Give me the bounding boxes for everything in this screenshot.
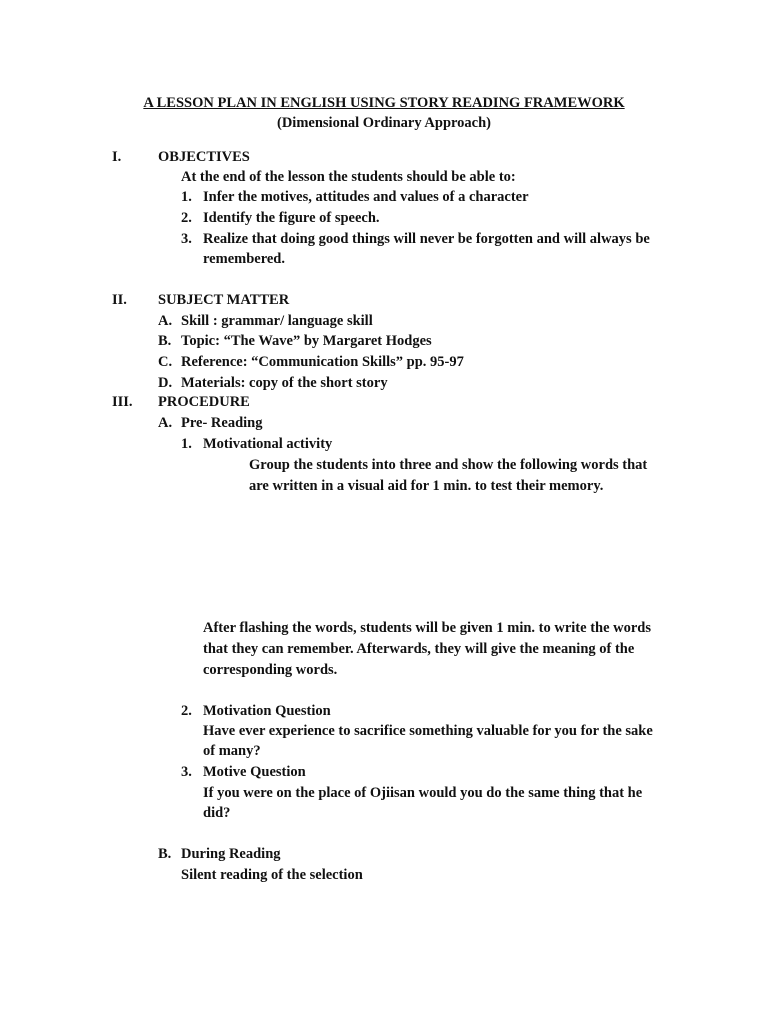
after-flashing-text: corresponding words.	[203, 662, 338, 678]
objective-text: Realize that doing good things will never be forgotten and will always be	[203, 231, 650, 247]
subject-marker: A.	[158, 313, 173, 329]
objective-marker: 1.	[181, 189, 192, 205]
subject-marker: D.	[158, 375, 173, 391]
page-title: A LESSON PLAN IN ENGLISH USING STORY READING FRAMEWORK	[143, 95, 625, 111]
subject-topic: Topic: “The Wave” by Margaret Hodges	[181, 333, 432, 349]
motivation-question-marker: 2.	[181, 703, 192, 719]
motive-question-text: did?	[203, 805, 231, 821]
motivational-activity-text: are written in a visual aid for 1 min. to test their memory.	[249, 478, 604, 494]
after-flashing-text: that they can remember. Afterwards, they will give the meaning of the	[203, 641, 635, 657]
motivational-activity-marker: 1.	[181, 436, 192, 452]
during-reading-marker: B.	[158, 846, 172, 862]
subject-marker: B.	[158, 333, 172, 349]
subject-reference: Reference: “Communication Skills” pp. 95-97	[181, 354, 464, 370]
subject-skill: Skill : grammar/ language skill	[181, 313, 373, 329]
section-heading-subject-matter: SUBJECT MATTER	[158, 292, 290, 308]
objective-text-continued: remembered.	[203, 251, 286, 267]
motive-question-text: If you were on the place of Ojiisan would you do the same thing that he	[203, 785, 643, 801]
motive-question-marker: 3.	[181, 764, 192, 780]
motive-question-label: Motive Question	[203, 764, 306, 780]
section-numeral-objectives: I.	[112, 149, 122, 165]
during-reading-label: During Reading	[181, 846, 281, 862]
section-heading-procedure: PROCEDURE	[158, 394, 250, 410]
page-subtitle: (Dimensional Ordinary Approach)	[276, 115, 492, 131]
pre-reading-marker: A.	[158, 415, 173, 431]
subject-materials: Materials: copy of the short story	[181, 375, 388, 391]
section-heading-objectives: OBJECTIVES	[158, 149, 250, 165]
motivation-question-label: Motivation Question	[203, 703, 331, 719]
during-reading-text: Silent reading of the selection	[181, 867, 363, 883]
objective-marker: 2.	[181, 210, 192, 226]
after-flashing-text: After flashing the words, students will be given 1 min. to write the words	[203, 620, 652, 636]
motivation-question-text: of many?	[203, 743, 261, 759]
motivational-activity-label: Motivational activity	[203, 436, 333, 452]
motivational-activity-text: Group the students into three and show the following words that	[249, 457, 648, 473]
section-numeral-procedure: III.	[112, 394, 133, 410]
motivation-question-text: Have ever experience to sacrifice something valuable for you for the sake	[203, 723, 653, 739]
pre-reading-label: Pre- Reading	[181, 415, 263, 431]
objective-text: Identify the figure of speech.	[203, 210, 380, 226]
section-numeral-subject-matter: II.	[112, 292, 127, 308]
objective-text: Infer the motives, attitudes and values of a character	[203, 189, 529, 205]
subject-marker: C.	[158, 354, 173, 370]
objective-marker: 3.	[181, 231, 192, 247]
objectives-intro: At the end of the lesson the students should be able to:	[181, 169, 516, 185]
